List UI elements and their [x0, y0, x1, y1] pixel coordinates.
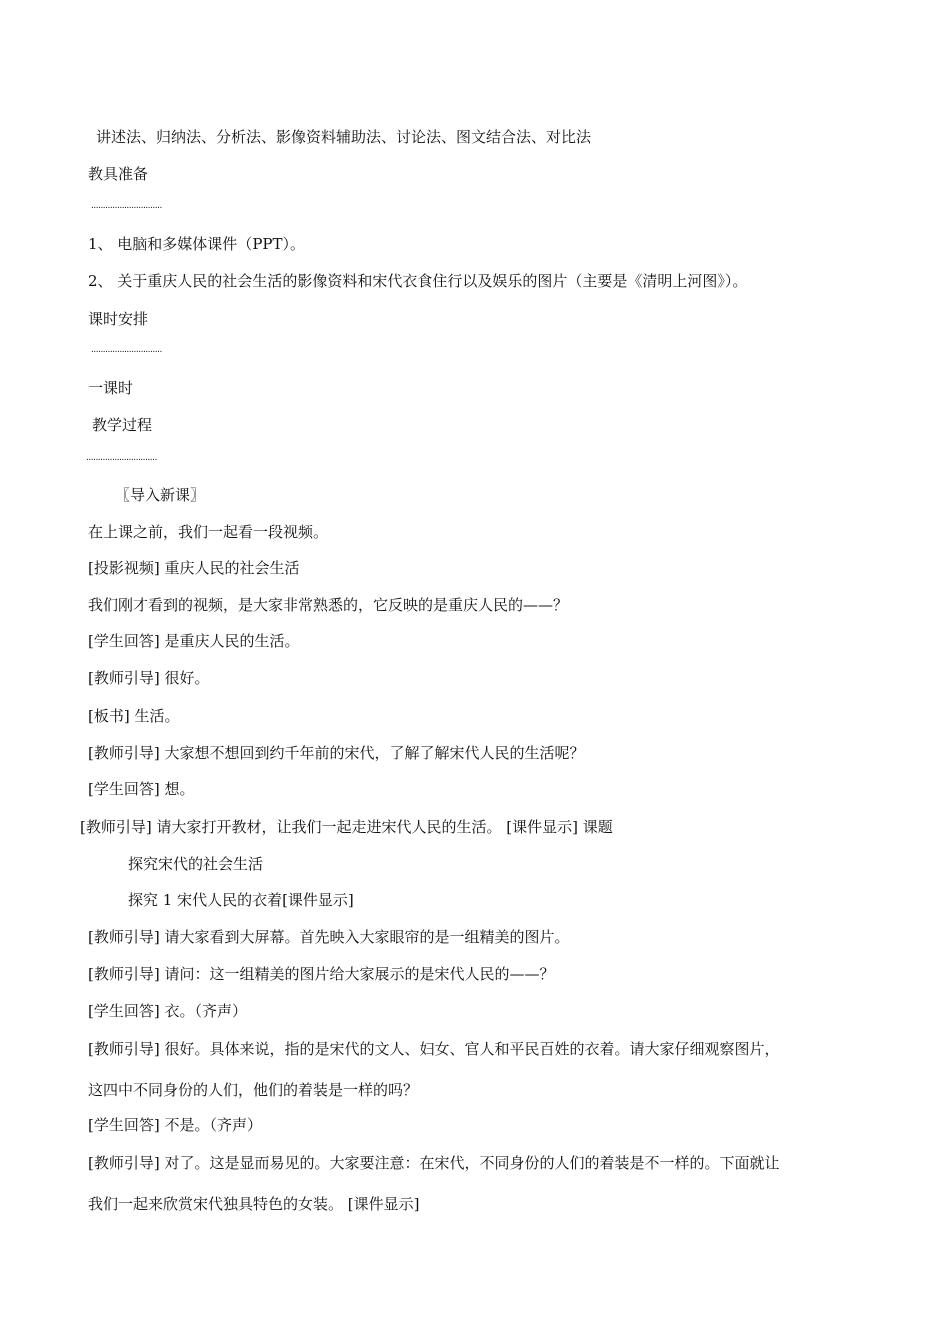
text-line: [教师引导] 大家想不想回到约千年前的宋代，了解了解宋代人民的生活呢？ [88, 744, 585, 762]
text-line: 我们刚才看到的视频，是大家非常熟悉的，它反映的是重庆人民的——？ [88, 596, 569, 614]
text-line: 这四中不同身份的人们，他们的着装是一样的吗？ [88, 1081, 419, 1099]
section-heading-schedule: 课时安排 [88, 310, 149, 328]
text-line: [学生回答] 是重庆人民的生活。 [88, 632, 300, 650]
text-line: [教师引导] 对了。这是显而易见的。大家要注意：在宋代，不同身份的人们的着装是不一样的。下面就让 [88, 1154, 780, 1172]
schedule-value: 一课时 [88, 379, 134, 397]
text-line: [学生回答] 不是。（齐声） [88, 1116, 262, 1134]
teaching-aids-item-1: 1、 电脑和多媒体课件（PPT）。 [88, 235, 306, 253]
section-heading-teaching-aids: 教具准备 [88, 165, 149, 183]
separator-dots: .............................. [91, 201, 162, 211]
topic-subtitle: 探究 1 宋代人民的衣着[课件显示] [128, 891, 354, 909]
teaching-methods-line: 讲述法、归纳法、分析法、影像资料辅助法、讨论法、图文结合法、对比法 [96, 128, 592, 146]
text-line: [教师引导] 很好。 [88, 669, 210, 687]
text-line: [板书] 生活。 [88, 707, 180, 725]
text-line: [学生回答] 想。 [88, 780, 195, 798]
text-line: 我们一起来欣赏宋代独具特色的女装。 [课件显示] [88, 1195, 420, 1213]
text-line: [教师引导] 请问：这一组精美的图片给大家展示的是宋代人民的——？ [88, 965, 555, 983]
text-line: [教师引导] 请大家看到大屏幕。首先映入大家眼帘的是一组精美的图片。 [88, 928, 570, 946]
text-line: 在上课之前，我们一起看一段视频。 [88, 523, 329, 541]
teaching-aids-item-2: 2、 关于重庆人民的社会生活的影像资料和宋代衣食住行以及娱乐的图片（主要是《清明上河图》）。 [88, 272, 748, 290]
text-line: [教师引导] 很好。具体来说，指的是宋代的文人、妇女、官人和平民百姓的衣着。请大家仔细观察图片， [88, 1040, 780, 1058]
text-line: [投影视频] 重庆人民的社会生活 [88, 559, 300, 577]
text-line: [学生回答] 衣。（齐声） [88, 1002, 247, 1020]
separator-dots: .............................. [91, 345, 162, 355]
subsection-intro: 〖导入新课〗 [115, 486, 206, 504]
topic-title: 探究宋代的社会生活 [128, 855, 264, 873]
section-heading-process: 教学过程 [92, 416, 153, 434]
separator-dots: .............................. [86, 453, 157, 463]
text-line: [教师引导] 请大家打开教材，让我们一起走进宋代人民的生活。 [课件显示] 课题 [80, 818, 613, 836]
